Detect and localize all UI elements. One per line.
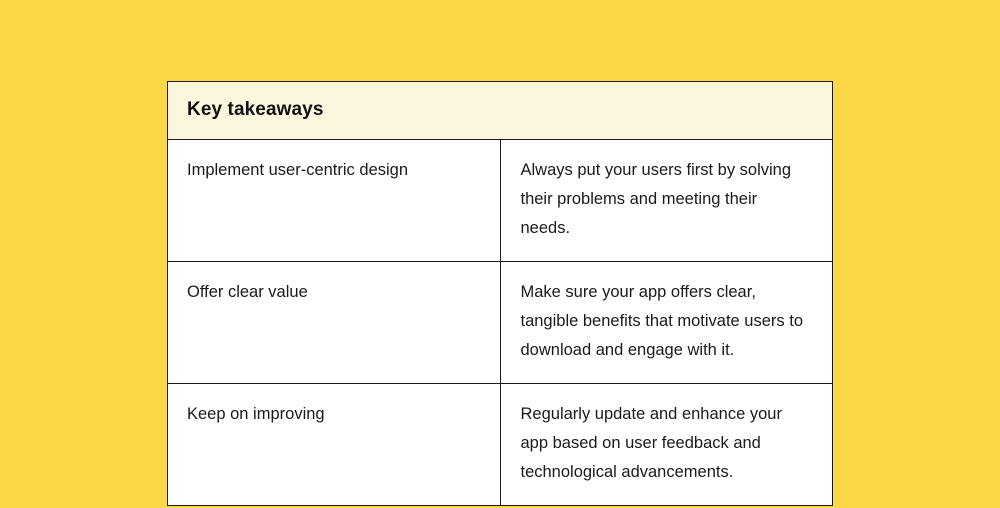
takeaway-term: Offer clear value — [168, 262, 501, 384]
table-title: Key takeaways — [168, 82, 833, 140]
key-takeaways-table — [167, 81, 833, 506]
takeaway-term: Keep on improving — [168, 384, 501, 506]
table-row — [168, 262, 833, 384]
table-row — [168, 140, 833, 262]
table-row — [168, 384, 833, 506]
takeaway-description: Regularly update and enhance your app based on user feedback and technological advancements. — [500, 384, 833, 506]
takeaway-description: Make sure your app offers clear, tangible benefits that motivate users to download and engage with it. — [500, 262, 833, 384]
takeaway-description: Always put your users first by solving their problems and meeting their needs. — [500, 140, 833, 262]
table-header-row — [168, 82, 833, 140]
takeaway-term: Implement user-centric design — [168, 140, 501, 262]
